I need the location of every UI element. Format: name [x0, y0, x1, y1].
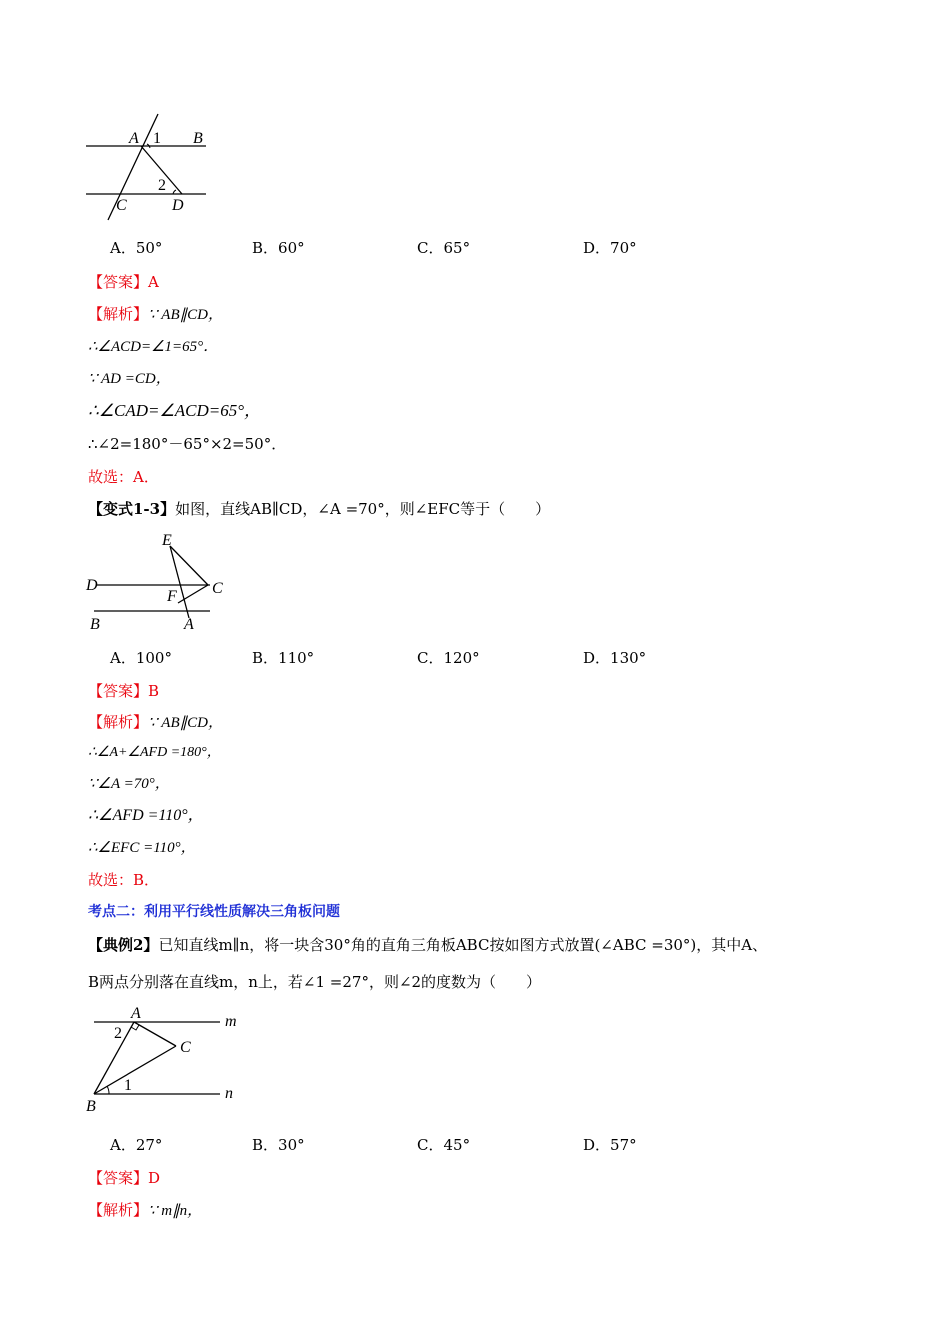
q2-option-b[interactable]: B．110° — [252, 649, 315, 667]
fig2-label-e: E — [162, 532, 172, 549]
figure-triangle-ruler — [80, 1000, 250, 1120]
q2-solution-line-5: ∴∠EFC =110°， — [88, 840, 196, 856]
example-2-head: 【典例2】 — [88, 936, 159, 954]
q3-option-b[interactable]: B．30° — [252, 1136, 305, 1154]
q3-answer: 【答案】D — [88, 1169, 161, 1187]
q1-solution-line-1 — [88, 304, 223, 325]
q1-solution-line-6: 故选：A． — [88, 468, 159, 486]
q2-option-d[interactable]: D．130° — [583, 649, 647, 667]
fig1-label-a: A — [129, 130, 139, 147]
q3-option-c[interactable]: C．45° — [417, 1136, 471, 1154]
fig1-label-1: 1 — [153, 130, 161, 147]
q3-solution-head: 【解析】 — [88, 1201, 149, 1219]
fig3-label-c: C — [180, 1039, 191, 1056]
q2-answer: 【答案】B — [88, 682, 160, 700]
figure-parallel-lines-1 — [80, 110, 220, 225]
q1-option-d[interactable]: D．70° — [583, 239, 637, 257]
q3-solution-line-1 — [88, 1200, 202, 1221]
q2-solution-line-2: ∴∠A+∠AFD =180°， — [88, 745, 221, 760]
figure-parallel-lines-2 — [80, 528, 240, 638]
example-2-text-1: 已知直线m∥n，将一块含30°角的直角三角板ABC按如图方式放置(∠ABC =30°)，其中A、 — [158, 936, 768, 954]
q2-option-a[interactable]: A．100° — [110, 649, 172, 667]
q1-answer: 【答案】A — [88, 273, 159, 291]
q1-solution-head: 【解析】 — [88, 305, 149, 323]
fig1-label-d: D — [172, 197, 184, 214]
fig3-label-n: n — [225, 1085, 233, 1102]
fig2-label-d: D — [86, 577, 98, 594]
fig2-label-f: F — [167, 588, 177, 605]
q1-solution-line-4: ∴∠CAD=∠ACD=65°， — [88, 401, 262, 420]
variant-1-3 — [88, 499, 550, 519]
q2-option-c[interactable]: C．120° — [417, 649, 480, 667]
q1-solution-line-3: ∵ AD =CD， — [88, 371, 171, 387]
q2-solution-text-1: ∵ AB∥CD， — [148, 715, 223, 731]
q2-solution-head: 【解析】 — [88, 713, 149, 731]
variant-1-3-text: 如图，直线AB∥CD，∠A =70°，则∠EFC等于（ ） — [175, 500, 551, 518]
q2-solution-line-4: ∴∠AFD =110°， — [88, 807, 204, 824]
section-heading-2: 考点二：利用平行线性质解决三角板问题 — [88, 904, 340, 920]
fig1-label-b: B — [193, 130, 203, 147]
q3-option-d[interactable]: D．57° — [583, 1136, 637, 1154]
q2-solution-line-1 — [88, 712, 223, 733]
fig2-label-a: A — [184, 616, 194, 633]
variant-1-3-head: 【变式1-3】 — [88, 500, 176, 518]
fig2-label-b: B — [90, 616, 100, 633]
fig2-label-c: C — [212, 580, 223, 597]
fig3-label-m: m — [225, 1013, 237, 1030]
fig3-label-1: 1 — [124, 1077, 132, 1094]
fig1-label-2: 2 — [158, 177, 166, 194]
example-2-line-2: B两点分别落在直线m，n上，若∠1 =27°，则∠2的度数为（ ） — [88, 973, 542, 991]
q1-solution-line-2: ∴∠ACD=∠1=65°． — [88, 339, 219, 355]
q3-solution-text-1: ∵ m∥n， — [148, 1203, 203, 1219]
fig3-label-a: A — [131, 1005, 141, 1022]
q3-option-a[interactable]: A．27° — [110, 1136, 163, 1154]
fig3-label-2: 2 — [114, 1025, 122, 1042]
fig1-label-c: C — [116, 197, 127, 214]
q1-solution-line-5: ∴∠2=180°－65°×2=50°． — [88, 435, 287, 453]
q1-option-b[interactable]: B．60° — [252, 239, 305, 257]
q2-solution-line-6: 故选：B． — [88, 871, 160, 889]
q2-solution-line-3: ∵∠A =70°， — [88, 776, 170, 792]
q1-option-c[interactable]: C．65° — [417, 239, 471, 257]
fig3-label-b: B — [86, 1098, 96, 1115]
q1-option-a[interactable]: A．50° — [110, 239, 163, 257]
example-2-line-1 — [88, 935, 767, 955]
q1-solution-text-1: ∵ AB∥CD， — [148, 307, 223, 323]
